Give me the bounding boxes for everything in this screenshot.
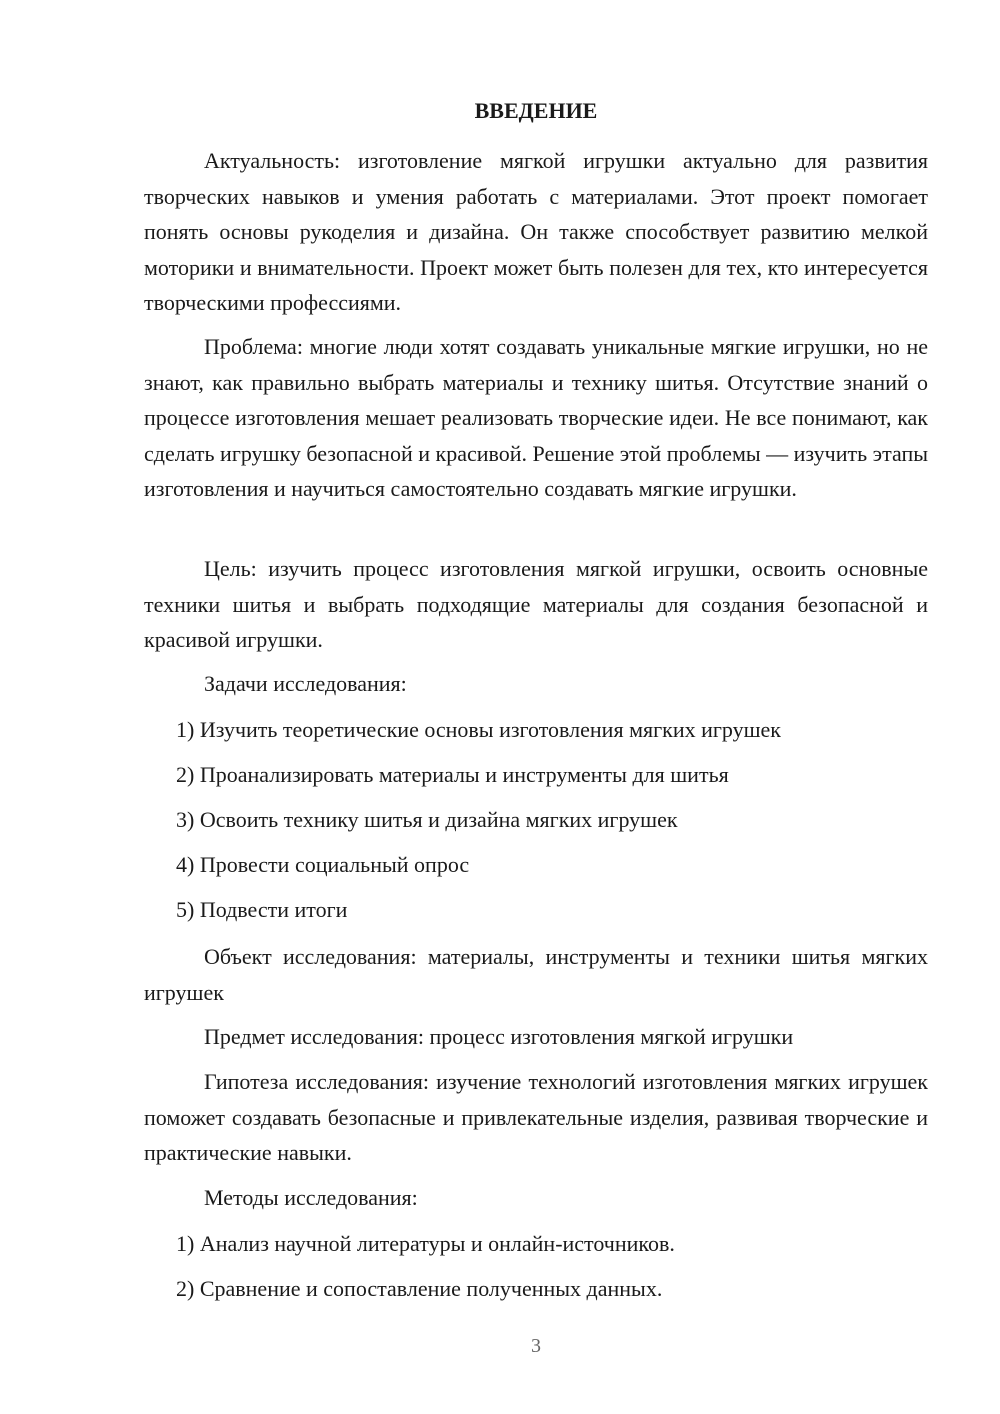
methods-list-item: 1) Анализ научной литературы и онлайн-источников. <box>176 1231 675 1256</box>
tasks-label: Задачи исследования: <box>204 671 407 696</box>
document-page <box>144 0 928 1414</box>
tasks-list-item: 5) Подвести итоги <box>176 897 348 922</box>
methods-list-item: 2) Сравнение и сопоставление полученных данных. <box>176 1276 663 1301</box>
page-number: 3 <box>531 1335 541 1357</box>
page-title: ВВЕДЕНИЕ <box>474 98 598 123</box>
subject-paragraph: Предмет исследования: процесс изготовления мягкой игрушки <box>204 1024 794 1049</box>
object-paragraph: Объект исследования: материалы, инструменты и техники шитья мягких игрушек <box>144 944 928 1005</box>
tasks-list-item: 4) Провести социальный опрос <box>176 852 470 877</box>
methods-label: Методы исследования: <box>204 1185 418 1210</box>
tasks-list-item: 2) Проанализировать материалы и инструменты для шитья <box>176 762 729 787</box>
goal-paragraph: Цель: изучить процесс изготовления мягкой игрушки, освоить основные техники шитья и выбрать подходящие материалы для создания безопасной и красивой игрушки. <box>144 556 928 652</box>
tasks-list-item: 1) Изучить теоретические основы изготовления мягких игрушек <box>176 717 781 742</box>
relevance-paragraph: Актуальность: изготовление мягкой игрушки актуально для развития творческих навыков и умения работать с материалами. Этот проект помогает понять основы рукоделия и дизайна. Он также способствует развитию мелкой моторики и внимательности. Проект может быть полезен для тех, кто интересуется творческими профессиями. <box>144 148 928 315</box>
problem-paragraph: Проблема: многие люди хотят создавать уникальные мягкие игрушки, но не знают, как правильно выбрать материалы и технику шитья. Отсутствие знаний о процессе изготовления мешает реализовать творческие идеи. Не все понимают, как сделать игрушку безопасной и красивой. Решение этой проблемы — изучить этапы изготовления и научиться самостоятельно создавать мягкие игрушки. <box>144 334 928 501</box>
tasks-list-item: 3) Освоить технику шитья и дизайна мягких игрушек <box>176 807 678 832</box>
hypothesis-paragraph: Гипотеза исследования: изучение технологий изготовления мягких игрушек поможет создавать безопасные и привлекательные изделия, развивая творческие и практические навыки. <box>144 1069 928 1165</box>
